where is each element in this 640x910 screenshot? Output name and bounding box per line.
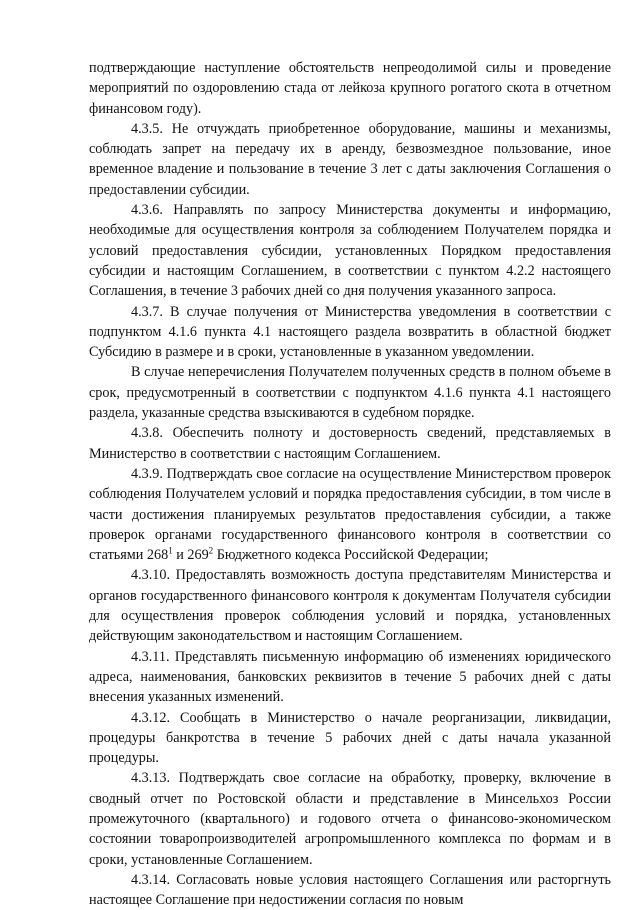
document-body bbox=[89, 58, 611, 910]
paragraph-4-3-6: 4.3.6. Направлять по запросу Министерства документы и информацию, необходимые для осуществления контроля за соблюдением Получателем порядка и условий предоставления субсидии, установленных Порядком предоставления субсидии и настоящим Соглашением, в соответствии с пунктом 4.2.2 настоящего Соглашения, в течение 3 рабочих дней со дня получения указанного запроса. bbox=[89, 202, 611, 300]
paragraph-4-3-7-nonpayment: В случае неперечисления Получателем полученных средств в полном объеме в срок, предусмотренный в соответствии с подпунктом 4.1.6 пункта 4.1 настоящего раздела, указанные средства взыскиваются в судебном порядке. bbox=[89, 364, 611, 422]
paragraph-4-3-14: 4.3.14. Согласовать новые условия настоящего Соглашения или расторгнуть настоящее Соглашение при недостижении согласия по новым bbox=[89, 871, 611, 909]
paragraph-4-3-9-text-before: 4.3.9. Подтверждать свое согласие на осуществление Министерством проверок соблюдения Получателем условий и порядка предоставления субсидии, в том числе в части достижения планируемых результатов предоставления субсидии, а также проверок органами государственного финансового контроля в соответствии со статьями 268 bbox=[89, 465, 611, 564]
paragraph-4-3-9-text-middle: и 269 bbox=[172, 547, 209, 564]
paragraph-4-3-9 bbox=[89, 464, 611, 565]
paragraph-4-3-11: 4.3.11. Представлять письменную информацию об изменениях юридического адреса, наименования, банковских реквизитов в течение 5 рабочих дней с даты внесения указанных изменений. bbox=[89, 648, 611, 706]
superscript-269: 2 bbox=[208, 545, 214, 556]
paragraph-4-3-10: 4.3.10. Предоставлять возможность доступа представителям Министерства и органов государственного финансового контроля к документам Получателя субсидии для осуществления проверок соблюдения условий и порядка, установленных действующим законодательством и настоящим Соглашением. bbox=[89, 567, 611, 645]
paragraph-4-3-7: 4.3.7. В случае получения от Министерства уведомления в соответствии с подпунктом 4.1.6 пункта 4.1 настоящего раздела возвратить в областной бюджет Субсидию в размере и в сроки, установленные в указанном уведомлении. bbox=[89, 303, 611, 361]
paragraph-continuation: подтверждающие наступление обстоятельств непреодолимой силы и проведение мероприятий по оздоровлению стада от лейкоза крупного рогатого скота в отчетном финансовом году). bbox=[89, 60, 611, 117]
paragraph-4-3-9-text-after: Бюджетного кодекса Российской Федерации; bbox=[213, 547, 489, 564]
paragraph-4-3-8: 4.3.8. Обеспечить полноту и достоверность сведений, представляемых в Министерство в соответствии с настоящим Соглашением. bbox=[89, 425, 611, 462]
paragraph-4-3-12: 4.3.12. Сообщать в Министерство о начале реорганизации, ликвидации, процедуры банкротства в течение 5 рабочих дней с даты начала указанной процедуры. bbox=[89, 709, 611, 767]
paragraph-4-3-5: 4.3.5. Не отчуждать приобретенное оборудование, машины и механизмы, соблюдать запрет на передачу их в аренду, безвозмездное пользование, иное временное владение и пользование в течение 3 лет с даты заключения Соглашения о предоставлении субсидии. bbox=[89, 120, 611, 198]
paragraph-4-3-13: 4.3.13. Подтверждать свое согласие на обработку, проверку, включение в сводный отчет по Ростовской области и представление в Минсельхоз России промежуточного (квартального) и годового отчета о финансово-экономическом состоянии товаропроизводителей агропромышленного комплекса по формам и в сроки, установленные Соглашением. bbox=[89, 770, 611, 868]
superscript-268: 1 bbox=[168, 545, 173, 556]
